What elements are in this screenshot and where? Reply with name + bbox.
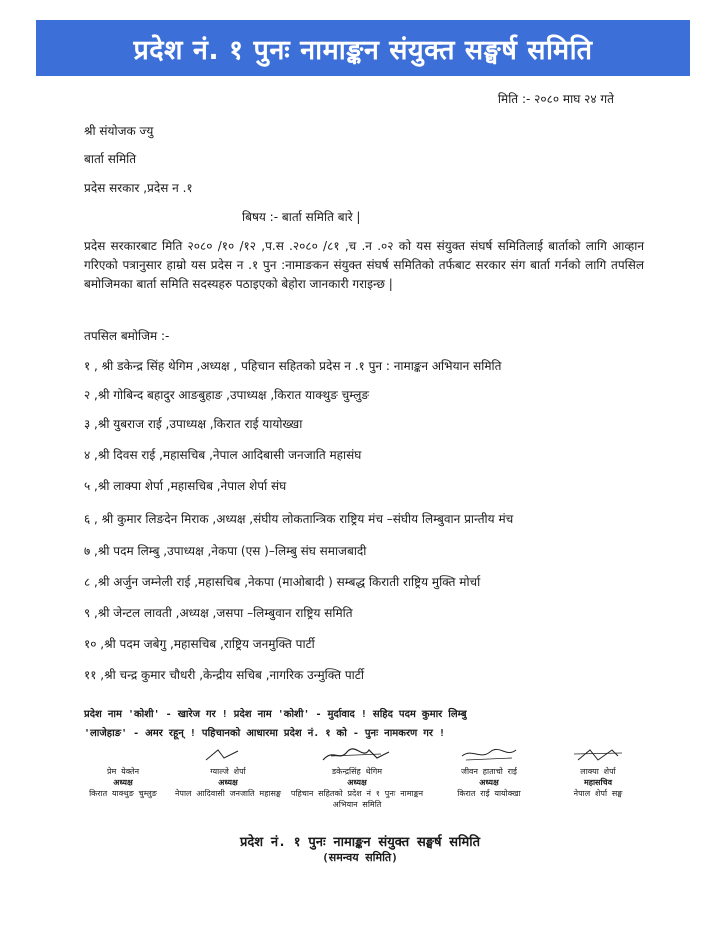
signatory-role: अध्यक्ष [113, 778, 133, 787]
signatory [552, 746, 644, 799]
signatory-role: अध्यक्ष [479, 778, 499, 787]
signatory [430, 746, 548, 799]
signature-scribble-icon [198, 746, 258, 764]
signature-scribble-icon [568, 746, 628, 764]
signatory-name: ग्याल्जे शेर्पा [210, 767, 246, 776]
signatory [284, 746, 430, 810]
addressee-line-1: श्री संयोजक ज्यु [84, 124, 154, 138]
addressee-line-2: बार्ता समिति [84, 152, 137, 166]
signatory-org: किरात राई यायोक्खा [457, 789, 521, 798]
member-item: ८ ,श्री अर्जुन जम्नेली राई ,महासचिब ,नेकपा (माओबादी ) सम्बद्ध किराती राष्ट्रिय मुक्ति मोर्चा [84, 575, 481, 589]
member-item: ३ ,श्री युबराज राई ,उपाध्यक्ष ,किरात राई यायोख्खा [84, 417, 303, 431]
signature-scribble-icon [454, 746, 524, 764]
footer-title: प्रदेश नं. १ पुनः नामाङ्कन संयुक्त सङ्घर्ष समिति [239, 835, 481, 850]
member-item: ६ , श्री कुमार लिङदेन मिराक ,अध्यक्ष ,संघीय लोकतान्त्रिक राष्ट्रिय मंच –संघीय लिम्बुवान प्रान्तीय मंच [84, 512, 514, 526]
signatory-name: प्रेम येक्तेन [106, 767, 140, 776]
signatory [78, 746, 168, 799]
signatory-name: जीवन हाताचो राई [461, 767, 517, 776]
signature-scribble-icon [317, 746, 397, 764]
signatory-role: अध्यक्ष [218, 778, 238, 787]
letter-body: प्रदेस सरकारबाट मिति २०८० /१० /१२ ,प.स .२०८० /८१ ,च .न .०२ को यस संयुक्त संघर्ष समितिलाई बार्ताको लागि आव्हान गरिएको पत्रानुसार हाम्रो यस प्रदेस न .१ पुन :नामाङकन संयुक्त संघर्ष समितिको तर्फबाट सरकार संग बार्ता गर्नको लागि तपसिल बमोजिमका बार्ता समिति सदस्यहरु पठाइएको बेहोरा जानकारी गराइन्छ | [84, 239, 644, 291]
header-banner [36, 20, 690, 76]
signatory [174, 746, 282, 799]
member-item: ११ ,श्री चन्द्र कुमार चौधरी ,केन्द्रीय सचिब ,नागरिक उन्मुक्ति पार्टी [84, 668, 364, 682]
footer-subtitle: (समन्वय समिति) [322, 851, 398, 864]
member-item: ५ ,श्री लाक्पा शेर्पा ,महासचिब ,नेपाल शेर्पा संघ [84, 479, 287, 493]
member-item: २ ,श्री गोबिन्द बहादुर आङबुहाङ ,उपाध्यक्ष ,किरात याक्थुङ चुम्लुङ [84, 388, 370, 402]
member-item: ७ ,श्री पदम लिम्बु ,उपाध्यक्ष ,नेकपा (एस )–लिम्बु संघ समाजबादी [84, 544, 367, 558]
signatory-org: नेपाल आदिवासी जनजाति महासङ्घ [174, 789, 282, 798]
signature-scribble-icon [93, 746, 153, 764]
list-heading: तपसिल बमोजिम :- [84, 329, 170, 343]
letter-subject: बिषय :- बार्ता समिति बारे | [242, 210, 361, 224]
slogan-block [84, 705, 654, 743]
slogan-line-2: 'लाजेहाङ' - अमर रहून् ! पहिचानको आधारमा प्रदेश नं. १ को - पुनः नामकरण गर ! [84, 728, 446, 739]
member-item: ४ ,श्री दिवस राई ,महासचिब ,नेपाल आदिबासी जनजाति महासंघ [84, 448, 362, 462]
member-item: १० ,श्री पदम जबेगु ,महासचिब ,राष्ट्रिय जनमुक्ति पार्टी [84, 637, 315, 651]
signatory-role: अध्यक्ष [347, 778, 367, 787]
signatory-name: लाक्पा शेर्पा [580, 767, 616, 776]
addressee-line-3: प्रदेस सरकार ,प्रदेस न .१ [84, 181, 193, 195]
signatory-org: नेपाल शेर्पा सङ्घ [573, 789, 623, 798]
member-item: ९ ,श्री जेन्टल लावती ,अध्यक्ष ,जसपा –लिम्बुवान राष्ट्रिय समिति [84, 606, 353, 620]
signatory-role: महासचिव [583, 778, 613, 787]
signatory-org: किरात याक्थुङ चुम्लुङ [89, 789, 157, 798]
slogan-line-1: प्रदेश नाम 'कोशी' - खारेज गर ! प्रदेश नाम 'कोशी' - मुर्दावाद ! सहिद पदम कुमार लिम्बु [84, 709, 467, 720]
letter-date: मिति :- २०८० माघ २४ गते [497, 92, 614, 106]
signatures-block [78, 746, 644, 828]
signatory-name: डकेन्द्रसिंह थेगिम [331, 767, 383, 776]
header-title: प्रदेश नं. १ पुनः नामाङ्कन संयुक्त सङ्घर्ष समिति [133, 34, 593, 66]
member-item: १ , श्री डकेन्द्र सिंह थेगिम ,अध्यक्ष , पहिचान सहितको प्रदेस न .१ पुन : नामाङ्कन अभियान समिति [84, 359, 502, 373]
signatory-org: पहिचान सहितको प्रदेश नं १ पुनः नामाङ्कन अभियान समिति [290, 789, 424, 809]
